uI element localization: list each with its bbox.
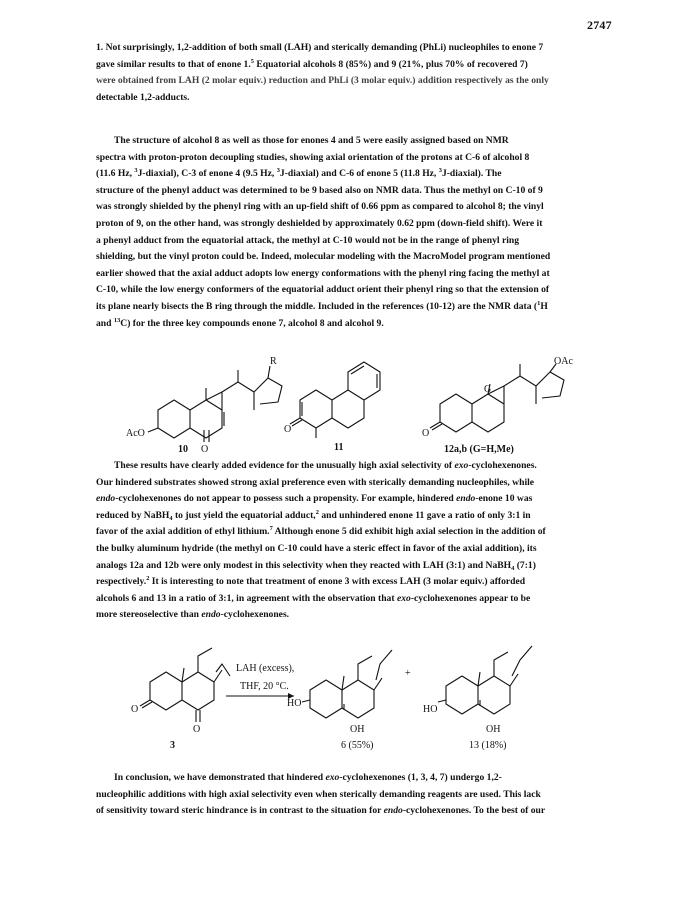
p2-oh-label: OH [486, 724, 501, 735]
g-label: G [484, 384, 492, 395]
para3-line: Our hindered substrates showed strong axial preference even with sterically demanding nucleophiles, while [96, 476, 535, 488]
para3-line: respectively.$^2$ It is interesting to note that treatment of enone 3 with excess LAH (3 molar equiv.) afforded [96, 575, 526, 588]
compound-10-label: 10 [178, 444, 188, 455]
p1-oh-label: OH [350, 724, 365, 735]
para4-line: In conclusion, we have demonstrated that hindered exo-cyclohexenones (1, 3, 4, 7) undergo 1,2- [114, 772, 502, 783]
p2-ho-label: HO [423, 704, 438, 715]
para3-line: more stereoselective than endo-cyclohexenones. [96, 609, 290, 621]
page-number: 2747 [587, 18, 612, 32]
para2-line: structure of the phenyl adduct was determined to be 9 based also on NMR data. Thus the methyl on C-10 of 9 [96, 184, 543, 196]
reagent-line-2: THF, 20 °C. [240, 681, 289, 692]
reagent-line-1: LAH (excess), [236, 663, 295, 674]
para2-line: spectra with proton-proton decoupling studies, showing axial orientation of the protons at C-6 of alcohol 8 [96, 151, 530, 163]
c12-o-label: O [422, 428, 430, 439]
para1-line: 1. Not surprisingly, 1,2-addition of both small (LAH) and sterically demanding (PhLi) nucleophiles to enone 7 [96, 42, 544, 53]
plus-sign: + [405, 668, 411, 679]
compound-6-label: 6 (55%) [341, 740, 374, 751]
para4-line: of sensitivity toward steric hindrance is in contrast to the situation for endo-cyclohexenones. To the best of our [96, 805, 546, 817]
oac-label: OAc [554, 356, 573, 367]
para3-line: favor of the axial addition of ethyl lithium.$^7$ Although enone 5 did exhibit high axial selection in the addition of [96, 525, 546, 538]
para3-line: analogs 12a and 12b were only modest in this selectivity when they reacted with LAH (3:1) and NaBH$_4$ (7:1) [96, 559, 536, 572]
paragraph-4 [96, 770, 594, 820]
r-label: R [270, 356, 277, 367]
para3-line: These results have clearly added evidence for the unusually high axial selectivity of exo-cyclohexenones. [114, 460, 537, 471]
reaction-arrow-group [226, 663, 294, 699]
para1-line: detectable 1,2-adducts. [96, 91, 190, 103]
starting-material-3 [131, 648, 230, 751]
sm-o-label: O [193, 724, 201, 735]
compound-13-label: 13 (18%) [469, 740, 507, 751]
para1-line: gave similar results to that of enone 1.$^5$ Equatorial alcohols 8 (85%) and 9 (21%, plus 70% of recovered 7) [96, 57, 528, 70]
para3-line: alcohols 6 and 13 in a ratio of 3:1, in agreement with the observation that exo-cyclohexenones appear to be [96, 592, 531, 604]
para2-line: The structure of alcohol 8 as well as those for enones 4 and 5 were easily assigned based on NMR [114, 135, 509, 146]
compound-12-label: 12a,b (G=H,Me) [444, 444, 514, 455]
sm-o-left-label: O [131, 704, 139, 715]
aco-label: AcO [126, 428, 145, 439]
para2-line: and $^{13}$C) for the three key compounds enone 7, alcohol 8 and alcohol 9. [96, 316, 384, 329]
compound-11-label: 11 [334, 442, 344, 453]
c11-o-label: O [284, 424, 292, 435]
para2-line: a phenyl adduct from the equatorial attack, the methyl at C-10 would not be in the range of phenyl ring [96, 234, 520, 246]
para2-line: was strongly shielded by the phenyl ring with an up-field shift of 0.66 ppm as compared to alcohol 8; the vinyl [96, 201, 544, 213]
para2-line: shielding, but the vinyl proton could be. Indeed, molecular modeling with the MacroModel program mentioned [96, 251, 551, 263]
para3-line: endo-cyclohexenones do not appear to possess such a propensity. For example, hindered endo-enone 10 was [96, 493, 533, 505]
para2-line: its plane nearly bisects the B ring through the middle. Included in the references (10-12) are the NMR data ($^1$H [96, 299, 548, 312]
product-6 [287, 650, 392, 751]
para2-line: earlier showed that the axial adduct adopts low energy conformations with the phenyl ring facing the methyl at [96, 267, 550, 279]
para2-line: C-10, while the low energy conformers of the equatorial adduct orient their phenyl ring so that the extension of [96, 284, 550, 296]
o-label: O [201, 444, 209, 455]
para3-line: the bulky aluminum hydride (the methyl on C-10 could have a steric effect in favor of the axial addition), its [96, 542, 537, 554]
para2-line: (11.6 Hz, $^3$J-diaxial), C-3 of enone 4 (9.5 Hz, $^3$J-diaxial) and C-6 of enone 5 (11.8 Hz, $^3$J-diaxial). The [96, 167, 502, 180]
para1-line: were obtained from LAH (2 molar equiv.) reduction and PhLi (3 molar equiv.) addition respectively as the only [96, 75, 549, 87]
para4-line: nucleophilic additions with high axial selectivity even when sterically demanding reagents are used. This lack [96, 788, 541, 800]
p1-ho-label: HO [287, 698, 302, 709]
product-13 [423, 646, 532, 751]
compound-3-label: 3 [170, 740, 175, 751]
para2-line: proton of 9, on the other hand, was strongly deshielded by approximately 0.62 ppm (down-field shift). Were it [96, 217, 543, 229]
para3-line: reduced by NaBH$_4$ to just yield the equatorial adduct,$^2$ and unhindered enone 11 gave a ratio of only 3:1 in [96, 508, 531, 522]
